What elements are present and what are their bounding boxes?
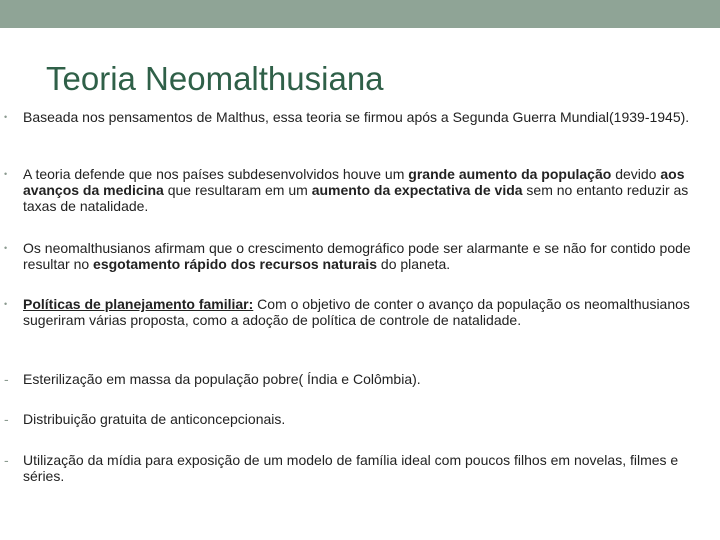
item-text	[23, 411, 709, 427]
list-item	[4, 240, 709, 272]
list-item	[4, 371, 709, 387]
text-run: Baseada nos pensamentos de Malthus, essa teoria se firmou após a Segunda Guerra Mundial(1939-1945).	[23, 109, 690, 125]
text-run: Distribuição gratuita de anticoncepcionais.	[23, 411, 286, 427]
text-run: Os neomalthusianos afirmam que o crescimento demográfico pode ser alarmante e se não for contido pode resultar no	[23, 240, 691, 272]
bullet-icon: •	[4, 169, 8, 179]
bullet-icon: •	[4, 112, 8, 122]
item-text	[23, 371, 709, 387]
item-text	[23, 109, 709, 125]
text-run: Com o objetivo de conter o avanço da população os neomalthusianos sugeriram várias proposta, como a adoção de política de controle de natalidade.	[23, 296, 690, 328]
dash-icon: -	[4, 371, 9, 387]
slide-title: Teoria Neomalthusiana	[46, 60, 384, 97]
text-run: devido	[611, 166, 661, 182]
bullet-icon: •	[4, 243, 8, 253]
emphasis-text: grande aumento da população	[408, 166, 612, 182]
emphasis-text: aos avanços da medicina	[23, 166, 685, 198]
item-text	[23, 166, 709, 214]
list-item	[4, 452, 709, 484]
emphasis-text: Políticas de planejamento familiar:	[23, 296, 254, 312]
list-item	[4, 166, 709, 214]
list-item	[4, 296, 709, 328]
text-run: que resultaram em um	[163, 182, 312, 198]
item-text	[23, 240, 709, 272]
list-item	[4, 109, 709, 125]
emphasis-text: aumento da expectativa de vida	[311, 182, 523, 198]
item-text	[23, 296, 709, 328]
list-item	[4, 411, 709, 427]
text-run: Utilização da mídia para exposição de um modelo de família ideal com poucos filhos em novelas, filmes e séries.	[23, 452, 679, 484]
item-text	[23, 452, 709, 484]
emphasis-text: esgotamento rápido dos recursos naturais	[93, 256, 378, 272]
text-run: do planeta.	[377, 256, 451, 272]
text-run: A teoria defende que nos países subdesenvolvidos houve um	[23, 166, 409, 182]
dash-icon: -	[4, 411, 9, 427]
dash-icon: -	[4, 452, 9, 468]
text-run: Esterilização em massa da população pobre( Índia e Colômbia).	[23, 371, 421, 387]
text-run: sem no entanto reduzir as taxas de natalidade.	[23, 182, 689, 214]
bullet-icon: •	[4, 299, 8, 309]
